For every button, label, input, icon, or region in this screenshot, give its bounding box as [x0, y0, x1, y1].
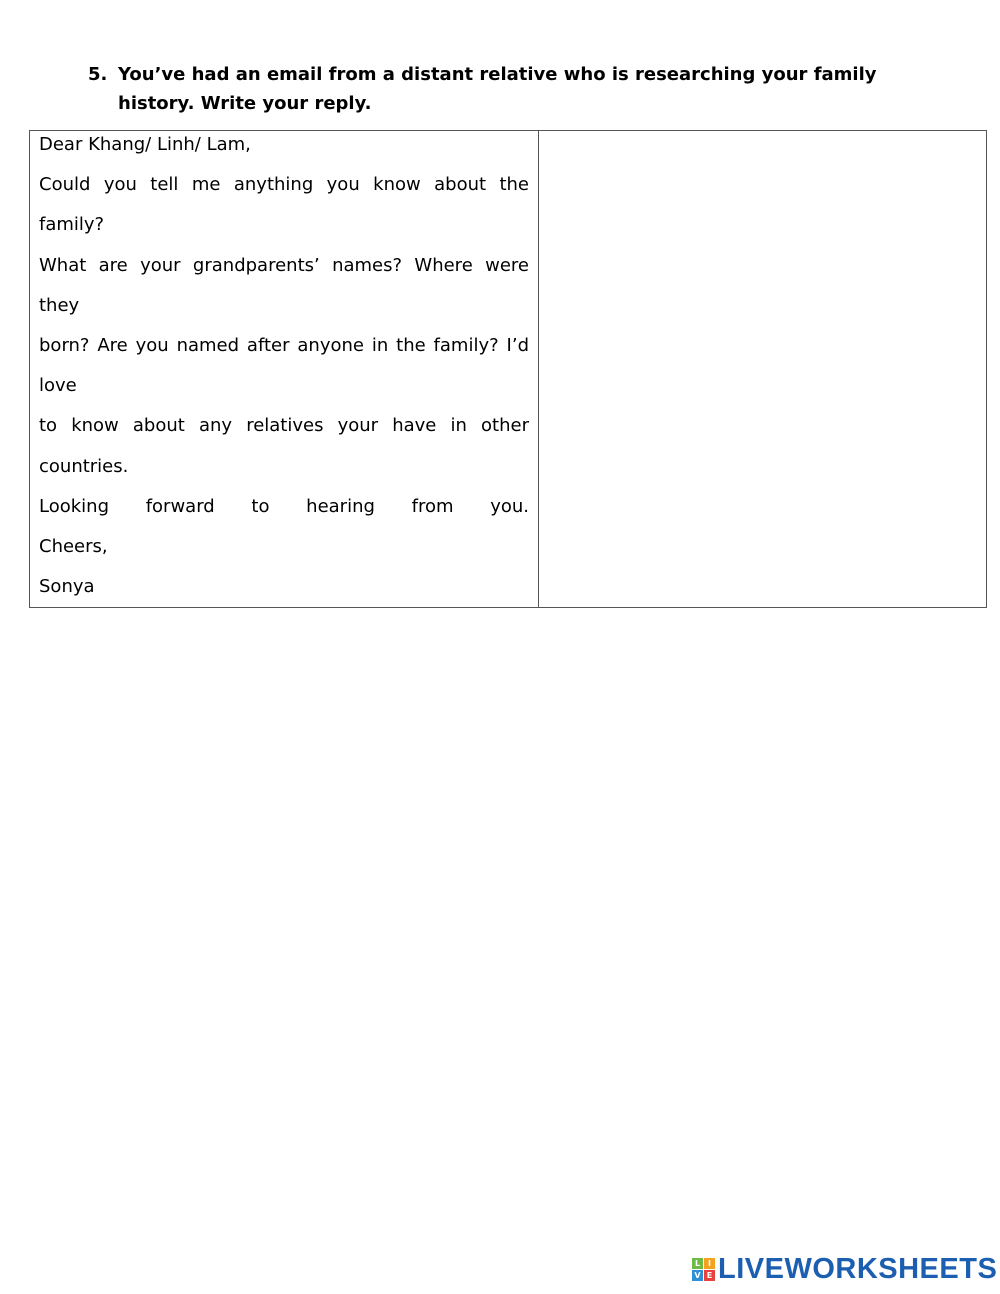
- email-body-line: What are your grandparents’ names? Where were they: [39, 254, 529, 316]
- reply-cell[interactable]: [539, 131, 987, 608]
- question-number: 5.: [88, 64, 108, 85]
- email-body-line: Looking forward to hearing from you.: [39, 495, 529, 517]
- question-text: You’ve had an email from a distant relative who is researching your family history. Write your reply.: [118, 64, 877, 114]
- liveworksheets-logo: [692, 1254, 997, 1284]
- email-table: [29, 130, 987, 608]
- logo-mark-letter: V: [692, 1270, 703, 1281]
- email-signature: Sonya: [39, 576, 95, 598]
- email-body-line: to know about any relatives your have in other countries.: [39, 415, 529, 477]
- logo-mark-letter: I: [704, 1258, 715, 1269]
- email-body-line: born? Are you named after anyone in the family? I’d love: [39, 335, 529, 397]
- question-prompt: [88, 60, 948, 118]
- email-closing: Cheers,: [39, 536, 108, 558]
- email-greeting: Dear Khang/ Linh/ Lam,: [39, 134, 251, 155]
- email-letter-cell: [30, 131, 539, 608]
- logo-mark-icon: [692, 1258, 715, 1281]
- reply-input[interactable]: [539, 131, 986, 451]
- logo-mark-letter: E: [704, 1270, 715, 1281]
- logo-text: LIVEWORKSHEETS: [718, 1253, 998, 1285]
- email-letter: [30, 125, 538, 607]
- email-body-line: Could you tell me anything you know about the family?: [39, 174, 529, 236]
- logo-mark-letter: L: [692, 1258, 703, 1269]
